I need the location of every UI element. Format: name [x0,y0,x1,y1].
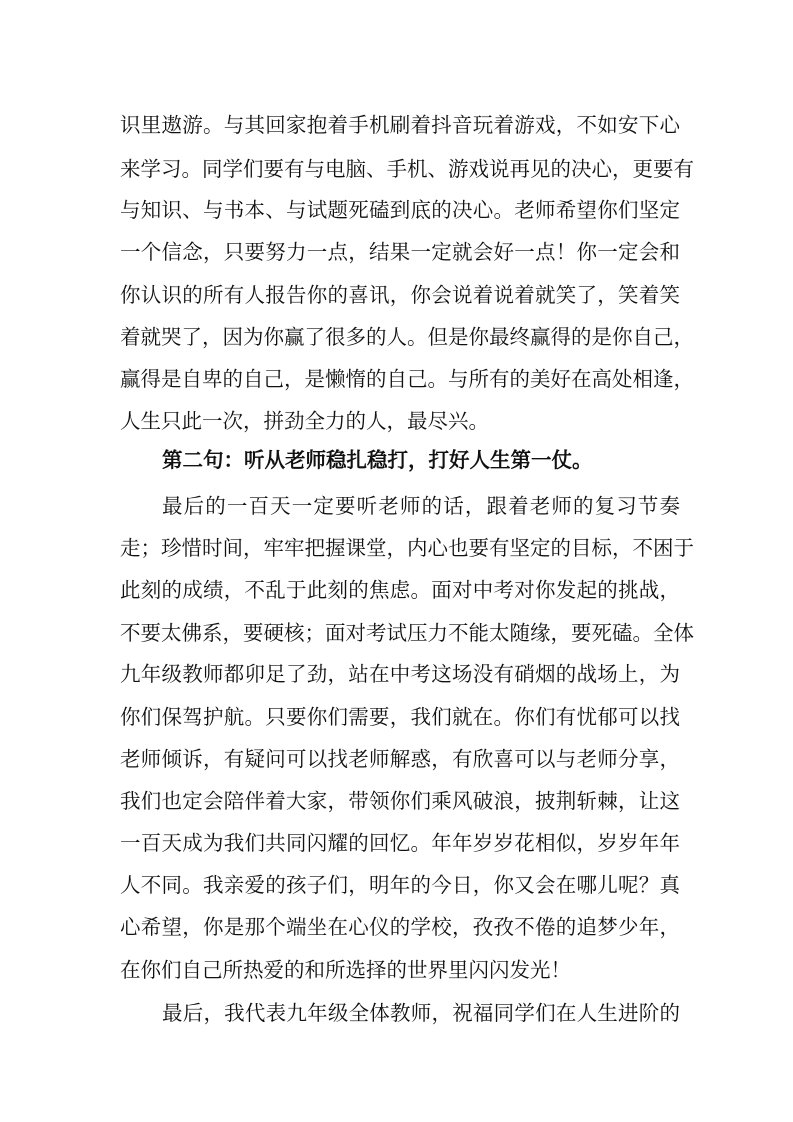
paragraph-line: 着就哭了，因为你赢了很多的人。但是你最终赢得的是你自己， [120,325,694,349]
section-heading: 第二句：听从老师稳扎稳打，打好人生第一仗。 [162,448,593,472]
paragraph-line: 最后，我代表九年级全体教师，祝福同学们在人生进阶的 [162,1001,680,1025]
paragraph-line: 在你们自己所热爱的和所选择的世界里闪闪发光！ [120,958,571,982]
paragraph-line: 你认识的所有人报告你的喜讯，你会说着说着就笑了，笑着笑 [120,283,680,307]
paragraph-line: 你们保驾护航。只要你们需要，我们就在。你们有忧郁可以找 [120,705,680,729]
paragraph-line: 一个信念，只要努力一点，结果一定就会好一点！你一定会和 [120,240,680,264]
paragraph-line: 走；珍惜时间，牢牢把握课堂，内心也要有坚定的目标，不困于 [120,536,694,560]
paragraph-line: 赢得是自卑的自己，是懒惰的自己。与所有的美好在高处相逢， [120,367,694,391]
paragraph-line: 人不同。我亲爱的孩子们，明年的今日，你又会在哪儿呢？真 [120,873,680,897]
paragraph-line: 我们也定会陪伴着大家，带领你们乘风破浪，披荆斩棘，让这 [120,789,680,813]
paragraph-line: 心希望，你是那个端坐在心仪的学校，孜孜不倦的追梦少年， [120,915,680,939]
paragraph-line: 人生只此一次，拼劲全力的人，最尽兴。 [120,409,489,433]
paragraph-line: 此刻的成绩，不乱于此刻的焦虑。面对中考对你发起的挑战， [120,578,680,602]
paragraph-line: 与知识、与书本、与试题死磕到底的决心。老师希望你们坚定 [120,198,680,222]
paragraph-line: 不要太佛系，要硬核；面对考试压力不能太随缘，要死磕。全体 [120,621,694,645]
paragraph-line: 一百天成为我们共同闪耀的回忆。年年岁岁花相似，岁岁年年 [120,831,680,855]
paragraph-line: 最后的一百天一定要听老师的话，跟着老师的复习节奏 [162,494,680,518]
paragraph-line: 老师倾诉，有疑问可以找老师解惑，有欣喜可以与老师分享， [120,747,680,771]
paragraph-line: 九年级教师都卯足了劲，站在中考这场没有硝烟的战场上，为 [120,662,680,686]
paragraph-line: 识里遨游。与其回家抱着手机刷着抖音玩着游戏，不如安下心 [120,113,680,137]
paragraph-line: 来学习。同学们要有与电脑、手机、游戏说再见的决心，更要有 [120,157,694,181]
